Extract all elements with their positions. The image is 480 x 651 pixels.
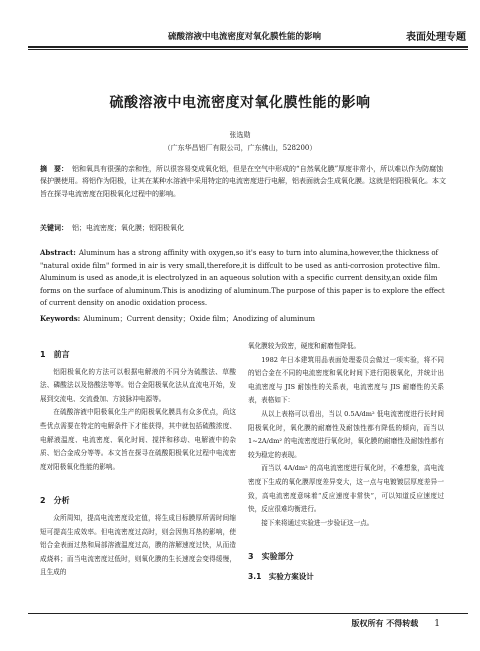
keywords-en-text: Aluminum；Current density；Oxide film；Anodizing of aluminum [83,315,316,323]
header-journal-title: 硫酸溶液中电流密度对氧化膜性能的影响 [168,32,322,42]
keywords-en-label: Keywords: [40,314,81,323]
abstract-cn-label: 摘 要： [40,165,68,173]
section-1-paragraph-2: 在硫酸溶液中阳极氧化生产的阳极氧化膜具有众多优点，尚这些优点需要在特定的电解条件下才能获得，其中就包括硫酸浓度、电解液温度、电流密度、氧化时间、搅拌和移动、电解液中的杂质、铝合金成分等等。本文旨在探寻在硫酸阳极氧化过程中电流密度对阳极氧化性能的影响。 [40,408,236,471]
article-affiliation: （广东华昌铝厂有限公司，广东佛山，528200） [163,144,317,152]
section-2-paragraph-2: 1982 年日本建筑用品表面处理委员会做过一项实验，将不同的铝合金在不同的电流密度和氧化时间下进行阳极氧化，并统计出电流密度与 JIS 耐蚀性的关系表，电流密度与 JIS 耐磨性的关系表，表格如下： [248,355,444,405]
body-right-column [248,340,444,588]
section-heading-1: 1 前言 [40,350,70,359]
abstract-cn-text: 铝和氧具有很强的亲和性，所以很容易变成氧化铝，但是在空气中形成的“自然氧化膜”厚度非常小，所以难以作为防腐蚀保护膜使用。将铝作为阳极，让其在某种水溶液中采用特定的电流密度进行电解，铝表面就会生成氧化膜。这就是铝阳极氧化。本文旨在探寻电流密度在阳极氧化过程中的影响。 [40,165,446,198]
body-left-column [40,340,236,580]
keywords-en [40,314,450,324]
section-heading-3: 3 实验部分 [248,552,294,562]
running-header [28,28,468,44]
header-rule-thin [28,49,468,50]
section-heading-2: 2 分析 [40,496,70,506]
page-footer [351,618,440,629]
section-1-paragraph-1: 铝阳极氧化的方法可以根据电解液的不同分为硫酸法、草酸法、磷酸法以及铬酸法等等。铝合金阳极氧化法从直流电开始，发展到交流电、交流叠加、方波脉冲电源等。 [40,367,236,403]
abstract-en [40,247,450,310]
section-2-paragraph-5: 接下来将通过实验进一步验证这一点。 [261,518,374,527]
article-title: 硫酸溶液中电流密度对氧化膜性能的影响 [109,95,371,111]
page-number: 1 [434,619,440,629]
keywords-cn-text: 铝；电流密度；氧化膜；铝阳极氧化 [72,224,184,232]
keywords-cn [40,223,450,233]
section-2-paragraph-1: 众所周知，提高电流密度设定值，将生成目标膜厚所需时间缩短可提高生成效率。但电流密度过高时，则会因焦耳热的影响，使铝合金表面过热和局部溶液温度过高，膜的溶解速度过快，从而造成烧料；而当电流密度过低时，则氧化膜的生长速度会变得缓慢，且生成的 [40,513,236,577]
abstract-en-text-2: Aluminum is used as anode,it is electrolyzed in an aqueous solution with a specific current density,an oxide film forms on the surface of aluminum.This is anodizing of aluminum.The purpose of this paper is to explore the effect of current density on anodic oxidation process. [40,274,445,308]
abstract-en-text-1: Aluminum has a strong affinity with oxygen,so it's easy to turn into alumina,however,the thickness of "natural oxide film" formed in air is very small,therefore,it is diffcult to be used as anti-corrosion protective film. [40,249,441,270]
subsection-heading-3-1: 3.1 实验方案设计 [248,571,314,581]
header-section-label: 表面处理专题 [406,32,466,43]
section-2-paragraph-1-cont: 氧化膜较为致密，硬度和耐磨性降低。 [248,342,361,350]
section-2-paragraph-4: 而当以 4A/dm² 的高电流密度进行氧化时，不难想象，高电流密度下生成的氧化膜厚度差异变大，这一点与电镀镀层厚度差异一致，高电流密度意味着“反应速度非常快”，可以知道反应速度过快，反应很难均衡进行。 [248,464,444,514]
footer-rule [28,613,468,614]
keywords-cn-label: 关键词： [40,224,68,232]
footer-rights: 版权所有 不得转载 [351,618,419,628]
section-2-paragraph-3: 从以上表格可以看出，当以 0.5A/dm² 低电流密度进行长时间阳极氧化时，氧化膜的耐磨性及耐蚀性都有降低的倾向，而当以 1~2A/dm² 的电流密度进行氧化时，氧化膜的耐磨性及耐蚀性都有较为稳定的表现。 [248,409,444,459]
article-author: 张选勋 [229,131,251,139]
header-rule [28,46,468,48]
abstract-en-label: Abstract: [40,248,76,257]
abstract-cn [40,163,450,200]
